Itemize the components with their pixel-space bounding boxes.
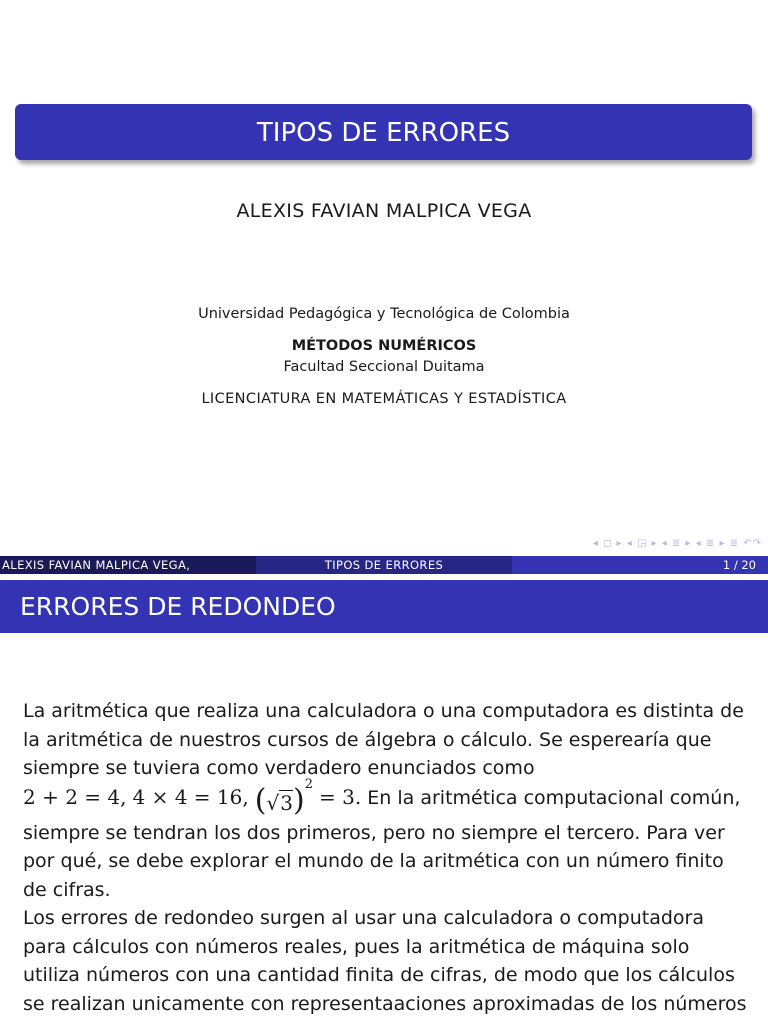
- author-name: ALEXIS FAVIAN MALPICA VEGA: [236, 200, 532, 222]
- equation-3-result: = 3.: [319, 784, 362, 809]
- paragraph-2: Los errores de redondeo surgen al usar una calculadora o computadora para cálculos con números reales, pues la aritmética de máquina solo utiliza números con una cantidad finita de cifras, de modo que los cálculos se realizan unicamente con representaaciones aproximadas de los números: [23, 907, 747, 1015]
- faculty-name: Facultad Seccional Duitama: [283, 359, 485, 375]
- slide-footer: [0, 556, 768, 574]
- frame-title: ERRORES DE REDONDEO: [0, 580, 768, 633]
- university-name: Universidad Pedagógica y Tecnológica de Colombia: [198, 306, 570, 322]
- footer-title: TIPOS DE ERRORES: [256, 556, 512, 574]
- equation-1: 2 + 2 = 4,: [23, 784, 127, 809]
- course-name: MÉTODOS NUMÉRICOS: [291, 338, 477, 354]
- slide-body: [23, 697, 751, 1018]
- equation-3: $(√3)^2$: [254, 777, 313, 818]
- paragraph-1: La aritmética que realiza una calculadora o una computadora es distinta de la aritmética de nuestros cursos de álgebra o cálculo. Se esperearía que siempre se tuviera como verdadero enunciados como 2 + 2 = 4, 4 × 4 = 16, $(√3)^2 = 3$. En la aritmética computacional común, siempre se tendran los dos primeros, pero no siempre el tercero. Para ver por qué, se debe explorar el mundo de la aritmética con un número finito de cifras.: [23, 700, 744, 901]
- beamer-navigation-icons[interactable]: ◂ ◻ ▸ ◂ ◲ ▸ ◂ ≣ ▸ ◂ ≣ ▸ ≣ ↶↷: [592, 538, 762, 549]
- footer-page-number: 1 / 20: [512, 556, 768, 574]
- degree-name: LICENCIATURA EN MATEMÁTICAS Y ESTADÍSTICA: [201, 391, 567, 407]
- equation-2: 4 × 4 = 16,: [132, 784, 249, 809]
- presentation-title: TIPOS DE ERRORES: [15, 104, 752, 160]
- footer-author: ALEXIS FAVIAN MALPICA VEGA,: [0, 556, 258, 574]
- institute-block: [0, 303, 768, 410]
